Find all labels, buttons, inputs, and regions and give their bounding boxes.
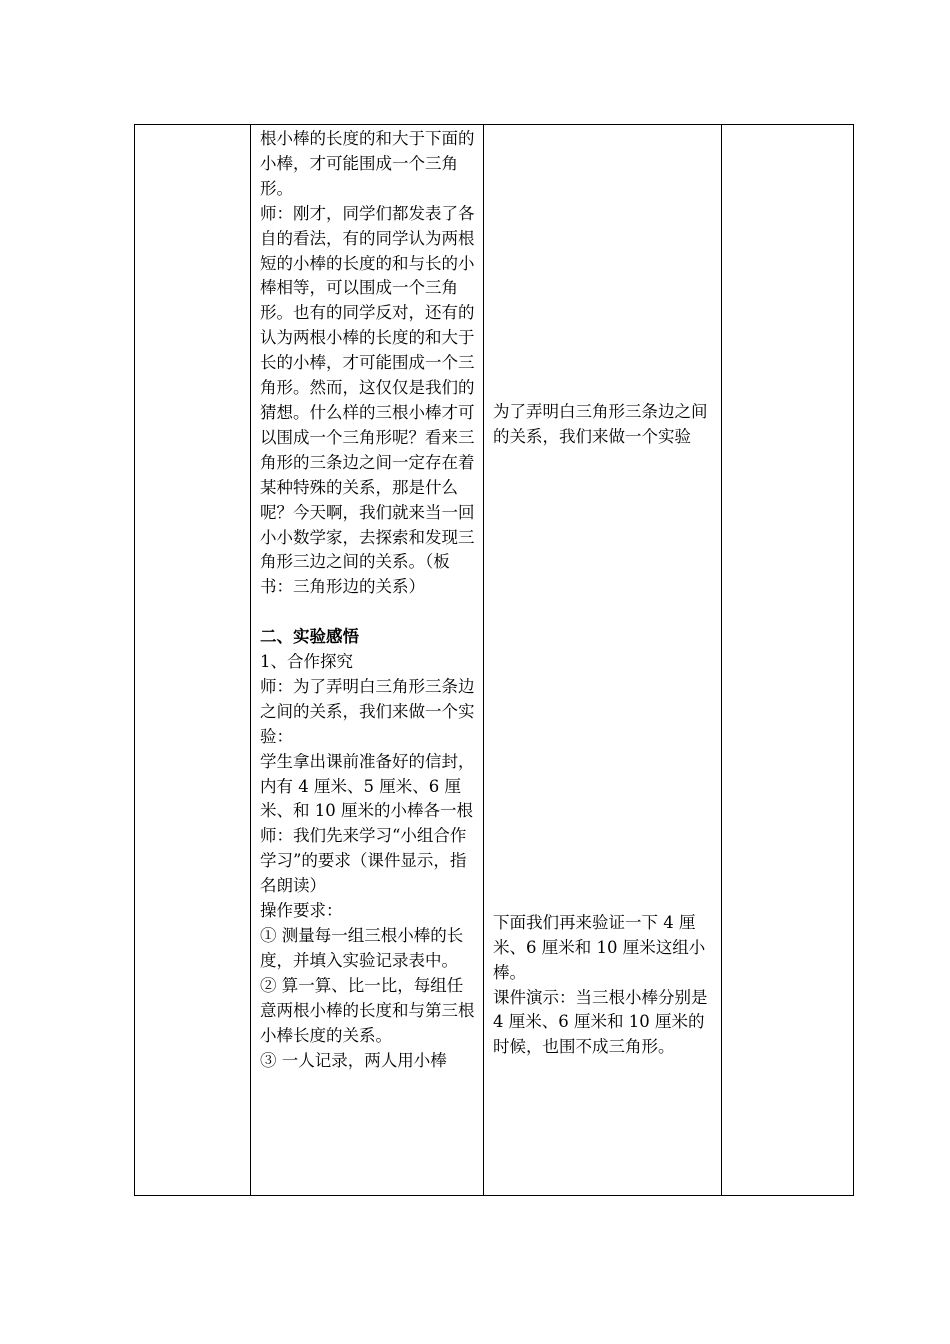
paragraph: 为了弄明白三角形三条边之间的关系，我们来做一个实验 — [493, 402, 708, 446]
paragraph: 下面我们再来验证一下 4 厘米、6 厘米和 10 厘米这组小棒。 — [493, 912, 706, 982]
blank-line — [260, 600, 477, 625]
paragraph: 根小棒的长度的和大于下面的小棒，才可能围成一个三角形。 — [260, 129, 475, 198]
section-heading: 二、实验感悟 — [260, 627, 359, 647]
paragraph: 学生拿出课前准备好的信封，内有 4 厘米、5 厘米、6 厘米、和 10 厘米的小棒各一根 — [260, 751, 475, 821]
teaching-process-text — [251, 125, 483, 1073]
table-cell-col4 — [722, 125, 854, 1196]
paragraph: 课件演示：当三根小棒分别是 4 厘米、6 厘米和 10 厘米的时候，也围不成三角形。 — [493, 987, 708, 1057]
paragraph: 操作要求： — [260, 901, 343, 921]
list-item: ② 算一算、比一比，每组任意两根小棒的长度和与第三根小棒长度的关系。 — [260, 975, 475, 1045]
paragraph: 师：我们先来学习“小组合作学习”的要求（课件显示，指名朗读） — [260, 826, 467, 896]
paragraph: 1、合作探究 — [260, 652, 353, 672]
paragraph: 师：为了弄明白三角形三条边之间的关系，我们来做一个实验： — [260, 676, 475, 746]
table-cell-col3 — [484, 125, 722, 1196]
table-row — [135, 125, 854, 1196]
table-cell-col2 — [251, 125, 484, 1196]
paragraph: 师：刚才，同学们都发表了各自的看法，有的同学认为两根短的小棒的长度的和与长的小棒相等，可以围成一个三角形。也有的同学反对，还有的认为两根小棒的长度的和大于长的小棒，才可能围成一个三角形。然而，这仅仅是我们的猜想。什么样的三根小棒才可以围成一个三角形呢？看来三角形的三条边之间一定存在着某种特殊的关系，那是什么呢？今天啊，我们就来当一回小小数学家，去探索和发现三角形三边之间的关系。（板书：三角形边的关系） — [260, 203, 475, 597]
list-item: ① 测量每一组三根小棒的长度，并填入实验记录表中。 — [260, 925, 464, 970]
design-intent-text — [484, 125, 721, 1060]
list-item: ③ 一人记录，两人用小棒 — [260, 1050, 447, 1070]
table-cell-col1 — [135, 125, 251, 1196]
lesson-plan-table — [134, 124, 854, 1196]
